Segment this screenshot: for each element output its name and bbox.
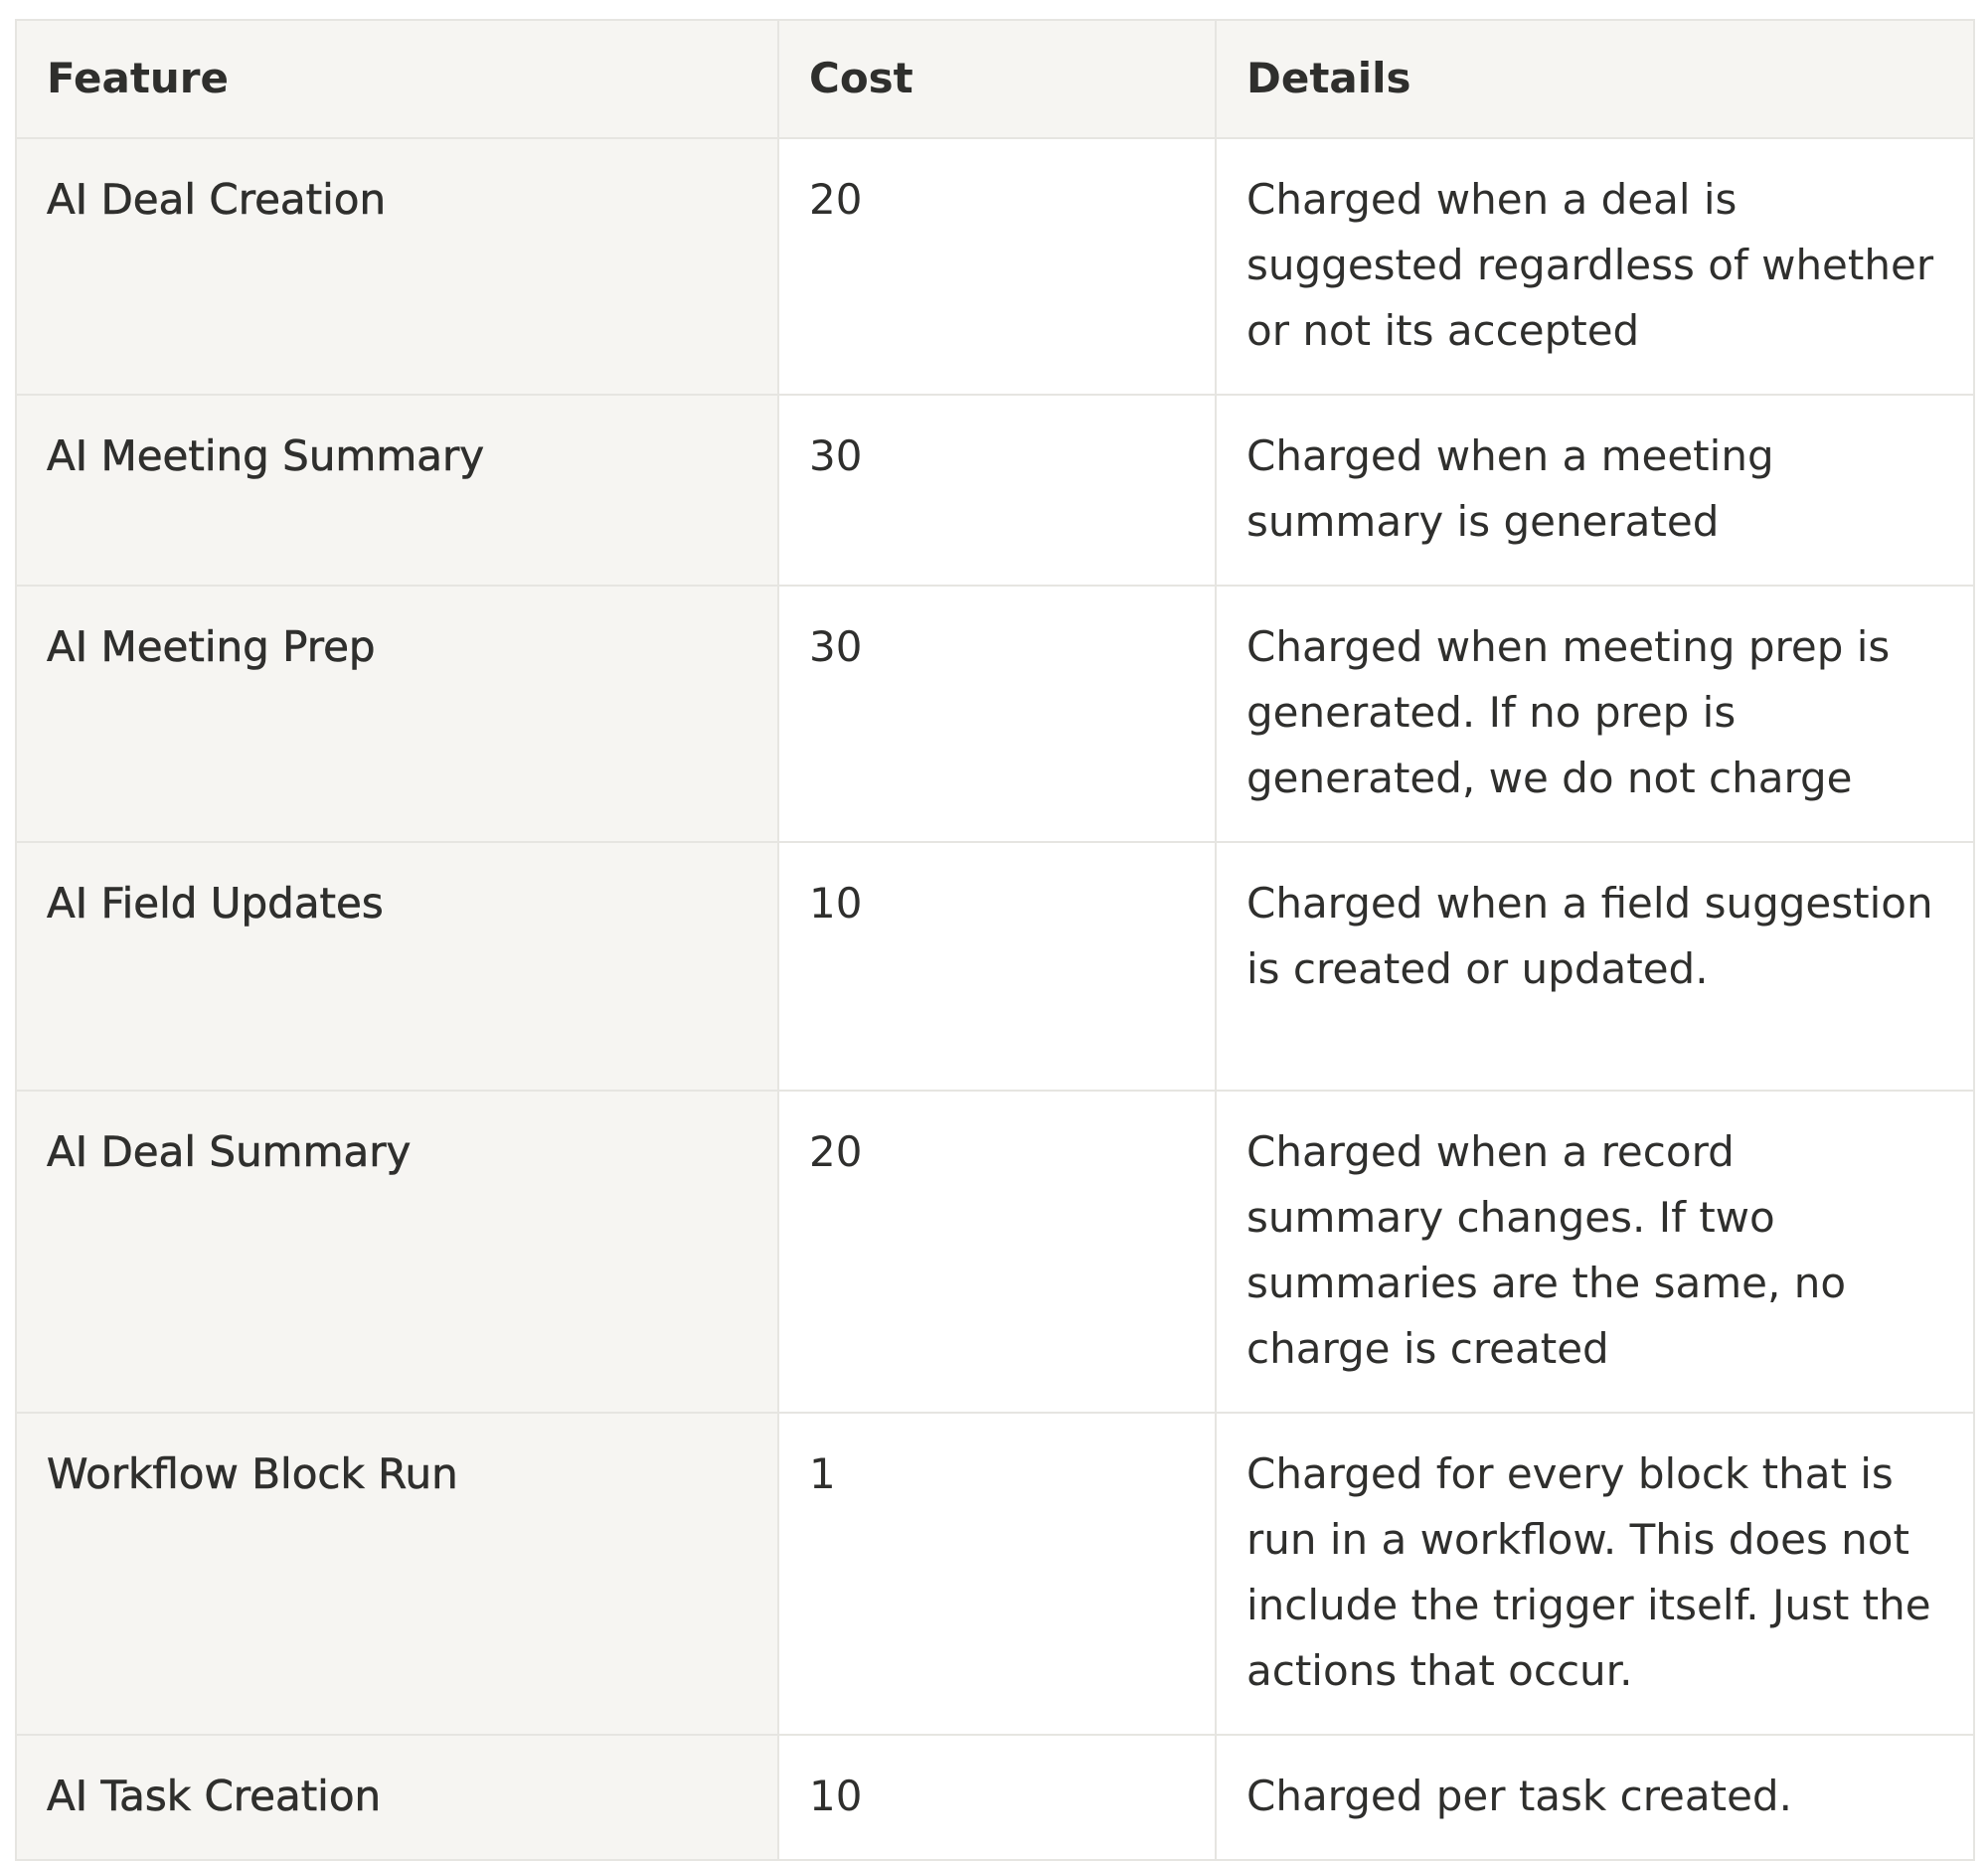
- feature-cell: AI Meeting Summary: [16, 395, 778, 586]
- cost-cell: 10: [778, 1735, 1216, 1860]
- cost-cell: 1: [778, 1413, 1216, 1735]
- feature-cell: AI Deal Summary: [16, 1091, 778, 1413]
- cost-cell: 30: [778, 586, 1216, 842]
- details-cell: Charged for every block that is run in a workflow. This does not include the trigger itself. Just the actions that occur.: [1216, 1413, 1974, 1735]
- pricing-table-container: [15, 19, 1973, 1861]
- header-cost: Cost: [778, 20, 1216, 138]
- details-cell: Charged when meeting prep is generated. If no prep is generated, we do not charge: [1216, 586, 1974, 842]
- table-row: [16, 1735, 1974, 1860]
- cost-cell: 20: [778, 138, 1216, 395]
- feature-cell: AI Field Updates: [16, 842, 778, 1091]
- feature-cell: AI Task Creation: [16, 1735, 778, 1860]
- table-header-row: [16, 20, 1974, 138]
- details-cell: Charged when a deal is suggested regardless of whether or not its accepted: [1216, 138, 1974, 395]
- details-cell: Charged per task created.: [1216, 1735, 1974, 1860]
- table-row: [16, 1091, 1974, 1413]
- details-cell: Charged when a meeting summary is generated: [1216, 395, 1974, 586]
- header-feature: Feature: [16, 20, 778, 138]
- header-details: Details: [1216, 20, 1974, 138]
- feature-cell: AI Deal Creation: [16, 138, 778, 395]
- table-row: [16, 395, 1974, 586]
- feature-cell: Workflow Block Run: [16, 1413, 778, 1735]
- cost-cell: 10: [778, 842, 1216, 1091]
- details-cell: Charged when a field suggestion is created or updated.: [1216, 842, 1974, 1091]
- table-row: [16, 138, 1974, 395]
- cost-cell: 30: [778, 395, 1216, 586]
- table-row: [16, 586, 1974, 842]
- table-row: [16, 842, 1974, 1091]
- feature-cell: AI Meeting Prep: [16, 586, 778, 842]
- pricing-table: [15, 19, 1975, 1861]
- cost-cell: 20: [778, 1091, 1216, 1413]
- details-cell: Charged when a record summary changes. If two summaries are the same, no charge is created: [1216, 1091, 1974, 1413]
- table-row: [16, 1413, 1974, 1735]
